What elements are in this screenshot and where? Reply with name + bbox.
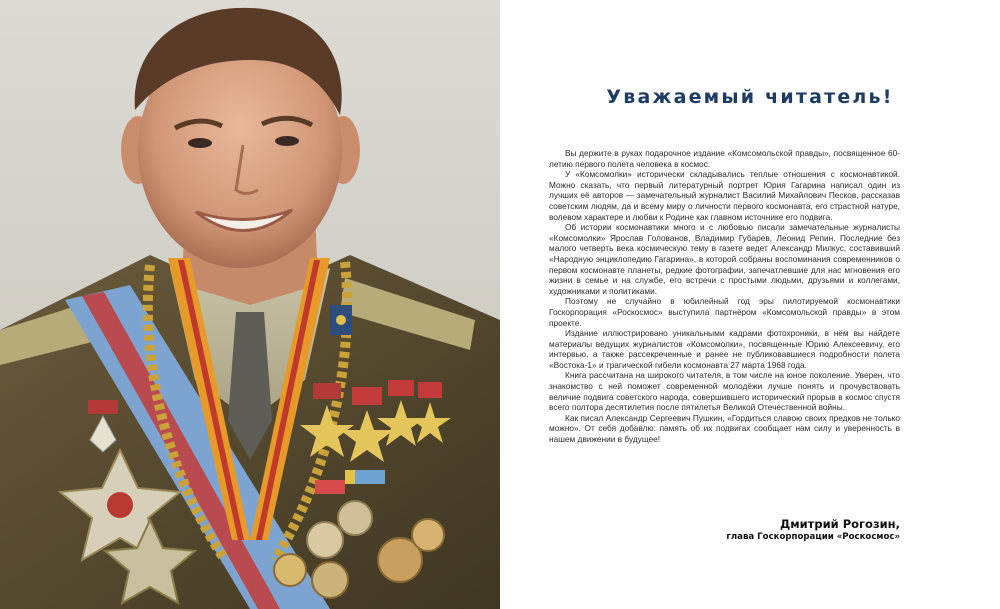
paragraph: Издание иллюстрировано уникальными кадрами фотохроники, в нём вы найдете материалы ведущих журналистов «Комсомолки», посвященные Юрию Алексеевичу, его интервью, а также рассекреченные и ранее не публиковавшиеся подробности полета «Востока-1» и трагической гибели космонавта 27 марта 1968 года. (549, 328, 900, 370)
signature-block (726, 517, 900, 543)
paragraph: Вы держите в руках подарочное издание «Комсомольской правды», посвященное 60-летию первого полета человека в космос. (549, 148, 900, 169)
signature-title: глава Госкорпорации «Роскосмос» (726, 532, 900, 542)
page-title: Уважаемый читатель! (606, 86, 894, 108)
paragraph: Поэтому не случайно в юбилейный год эры пилотируемой космонавтики Госкорпорация «Роскосмос» выступила партнёром «Комсомольской правды» в этом проекте. (549, 296, 900, 328)
text-page (500, 0, 1000, 609)
paragraph: У «Комсомолки» исторически складывались теплые отношения с космонавтикой. Можно сказать, что первый литературный портрет Юрия Гагарина написал один из лучших её авторов — замечательный журналист Василий Михайлович Песков, рассказав советским людям, да и всему миру о личности первого космонавта, его страстной натуре, волевом характере и любви к Родине как главном источнике его подвига. (549, 169, 900, 222)
signature-name: Дмитрий Рогозин, (779, 517, 900, 531)
paragraph: Об истории космонавтики много и с любовью писали замечательные журналисты «Комсомолки» Ярослав Голованов, Владимир Губарев, Леонид Репин. Последние без малого четверть века космическую тему в газете ведет Александр Милкус, составивший «Народную энциклопедию Гагарина», в которой собраны воспоминания современников о первом космонавте планеты, редкие фотографии, запечатлевшие для нас мгновения его жизни в семье и на службе, его встречи с простыми людьми, друзьями и коллегами, художниками и политиками. (549, 222, 900, 296)
paragraph: Как писал Александр Сергеевич Пушкин, «Гордиться славою своих предков не только можно». От себя добавлю: память об их подвигах сообщает нам силу и уверенность в нашем движении в будущее! (549, 412, 900, 445)
paragraph: Книга рассчитана на широкого читателя, в том числе на юное поколение. Уверен, что знакомство с ней поможет современной молодёжи лучше понять и прочувствовать величие подвига советского народа, совершившего исторический прорыв в космос спустя всего полтора десятилетия после пятилетья Великой Отечественной войны. (549, 370, 900, 413)
letter-body (549, 148, 900, 445)
